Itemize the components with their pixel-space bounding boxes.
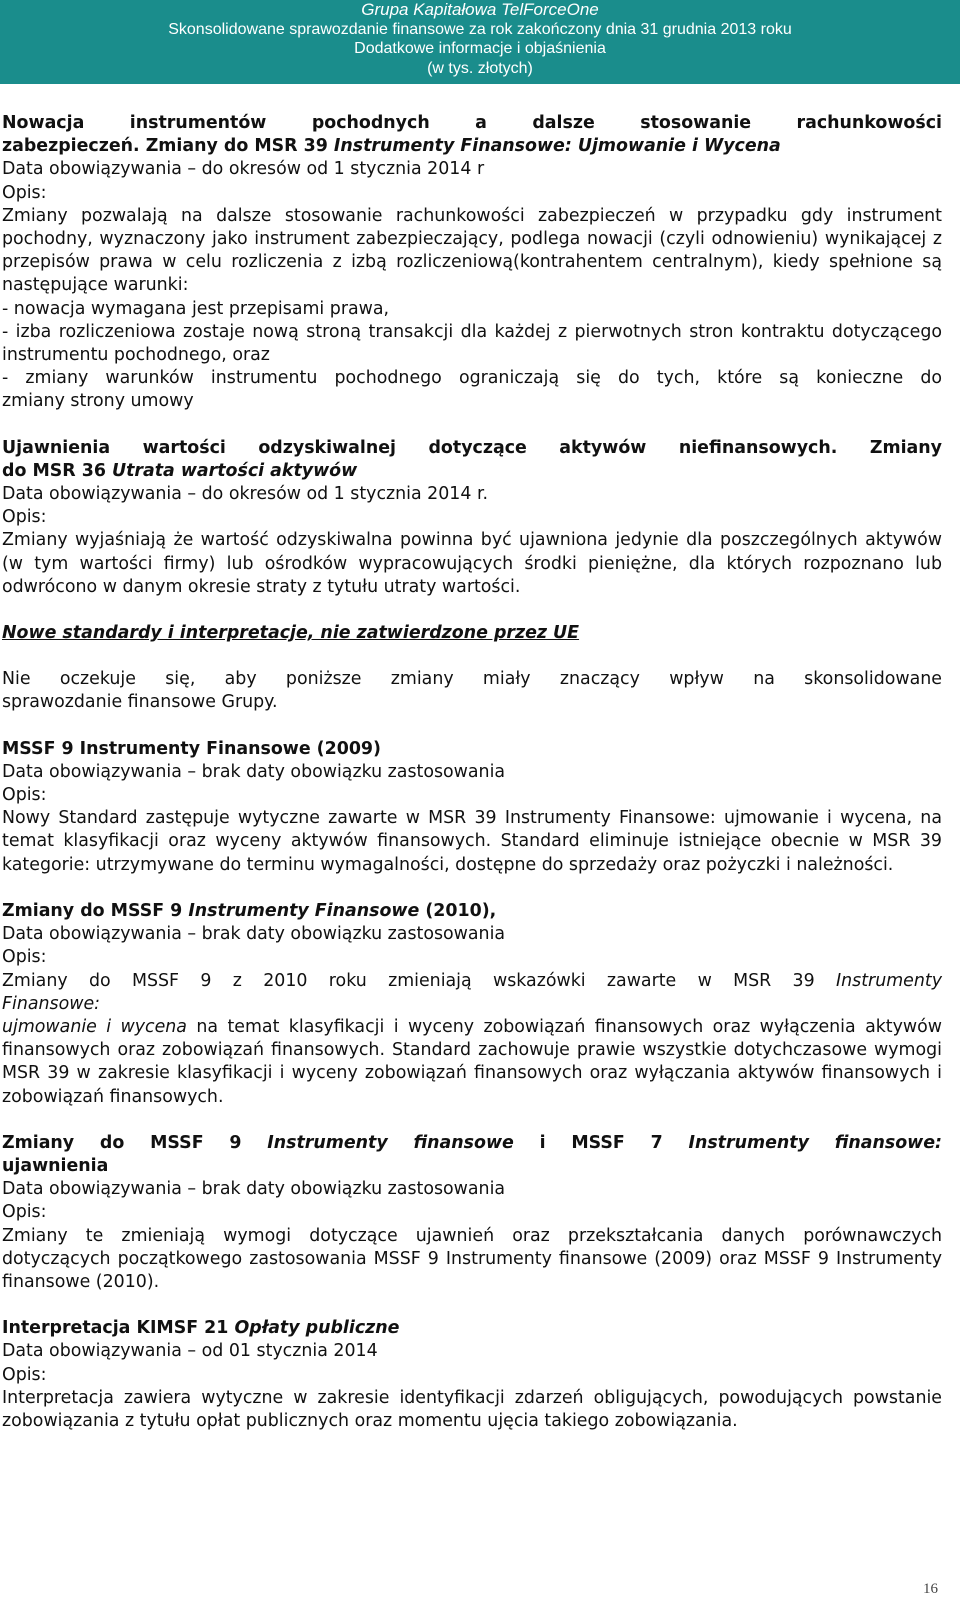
section-title-mssf9-2009: MSSF 9 Instrumenty Finansowe (2009): [2, 738, 381, 759]
opis-label: Opis:: [2, 947, 47, 968]
section-body: Zmiany wyjaśniają że wartość odzyskiwalna powinna być ujawniona jedynie dla poszczególnych aktywów (w tym wartości firmy) lub ośrodków wypracowujących środki pieniężne, dla których rozpoznano lub odwrócono w danym okresie straty z tytułu utraty wartości.: [2, 530, 942, 597]
document-body: [2, 112, 942, 1433]
opis-label: Opis:: [2, 1202, 47, 1223]
section-title-not-endorsed: Nowe standardy i interpretacje, nie zatwierdzone przez UE: [2, 623, 580, 644]
section-title-nowacja: Nowacja instrumentów pochodnych a dalsze stosowanie rachunkowości: [2, 113, 942, 133]
section-body: Interpretacja zawiera wytyczne w zakresie identyfikacji zdarzeń obligujących, powodujących powstanie zobowiązania z tytułu opłat publicznych oraz momentu ujęcia takiego zobowiązania.: [2, 1387, 942, 1431]
opis-label: Opis:: [2, 785, 47, 806]
header-company: Grupa Kapitałowa TelForceOne: [361, 0, 599, 19]
list-item: - nowacja wymagana jest przepisami prawa,: [2, 298, 390, 319]
header-section: Dodatkowe informacje i objaśnienia: [354, 40, 606, 57]
list-item-cont: zmiany strony umowy: [2, 391, 194, 412]
effective-date: Data obowiązywania – od 01 stycznia 2014: [2, 1341, 378, 1362]
header-units: (w tys. złotych): [427, 59, 533, 77]
section-title-kimsf21: Interpretacja KIMSF 21 Opłaty publiczne: [2, 1318, 400, 1339]
effective-date: Data obowiązywania – brak daty obowiązku zastosowania: [2, 761, 506, 782]
section-body: Zmiany do MSSF 9 z 2010 roku zmieniają wskazówki zawarte w MSR 39 Instrumenty: [2, 970, 942, 991]
section-body-cont: ujmowanie i wycena na temat klasyfikacji i wyceny zobowiązań finansowych oraz wyłączenia aktywów finansowych oraz zobowiązań finansowych. Standard zachowuje prawie wszystkie dotychczasowe wymogi MSR 39 w zakresie klasyfikacji i wyceny zobowiązań finansowych oraz wyłączania aktywów finansowych i zobowiązań finansowych.: [2, 1016, 942, 1107]
list-item: - izba rozliczeniowa zostaje nową stroną transakcji dla każdej z pierwotnych stron kontraktu dotyczącego instrumentu pochodnego, oraz: [2, 321, 942, 366]
opis-label: Opis:: [2, 182, 47, 203]
section-body: Zmiany pozwalają na dalsze stosowanie rachunkowości zabezpieczeń w przypadku gdy instrument pochodny, wyznaczony jako instrument zabezpieczający, podlega nowacji (czyli odnowieniu) wynikającej z przepisów prawa w celu rozliczenia z izbą rozliczeniową(kontrahentem centralnym), kiedy spełnione są następujące warunki:: [2, 205, 942, 296]
effective-date: Data obowiązywania – do okresów od 1 stycznia 2014 r: [2, 159, 485, 180]
section-title-mssf9-2010: Zmiany do MSSF 9 Instrumenty Finansowe (2010),: [2, 900, 497, 921]
section-title-cont: ujawnienia: [2, 1155, 109, 1176]
effective-date: Data obowiązywania – brak daty obowiązku zastosowania: [2, 924, 506, 945]
section-body: Zmiany te zmieniają wymogi dotyczące ujawnień oraz przekształcania danych porównawczych dotyczących początkowego zastosowania MSSF 9 Instrumenty finansowe (2009) oraz MSSF 9 Instrumenty finansowe (2010).: [2, 1225, 942, 1292]
section-body: Nie oczekuje się, aby poniższe zmiany miały znaczący wpływ na skonsolidowane: [2, 669, 942, 690]
section-title-mssf9-mssf7: Zmiany do MSSF 9 Instrumenty finansowe i MSSF 7 Instrumenty finansowe:: [2, 1132, 942, 1153]
section-body: Nowy Standard zastępuje wytyczne zawarte w MSR 39 Instrumenty Finansowe: ujmowanie i wycena, na temat klasyfikacji oraz wyceny aktywów finansowych. Standard eliminuje istniejące obecnie w MSR 39 kategorie: utrzymywane do terminu wymagalności, dostępne do sprzedaży oraz pożyczki i należności.: [2, 808, 942, 875]
header-report-title: Skonsolidowane sprawozdanie finansowe za rok zakończony dnia 31 grudnia 2013 roku: [168, 20, 792, 38]
section-title-msr36: Ujawnienia wartości odzyskiwalnej dotyczące aktywów niefinansowych. Zmiany: [2, 437, 942, 458]
list-item: - zmiany warunków instrumentu pochodnego ograniczają się do tych, które są konieczne do: [2, 368, 942, 389]
opis-label: Opis:: [2, 507, 47, 528]
section-body-cont: sprawozdanie finansowe Grupy.: [2, 692, 278, 713]
effective-date: Data obowiązywania – brak daty obowiązku zastosowania: [2, 1179, 506, 1200]
page-header: [0, 0, 960, 84]
effective-date: Data obowiązywania – do okresów od 1 stycznia 2014 r.: [2, 484, 489, 505]
section-body-cont: Finansowe:: [2, 993, 101, 1014]
section-title-msr36-cont: do MSR 36 Utrata wartości aktywów: [2, 460, 358, 481]
opis-label: Opis:: [2, 1364, 47, 1385]
section-title-nowacja-cont: zabezpieczeń. Zmiany do MSR 39 Instrumenty Finansowe: Ujmowanie i Wycena: [2, 136, 781, 157]
page-number: 16: [923, 1581, 938, 1597]
